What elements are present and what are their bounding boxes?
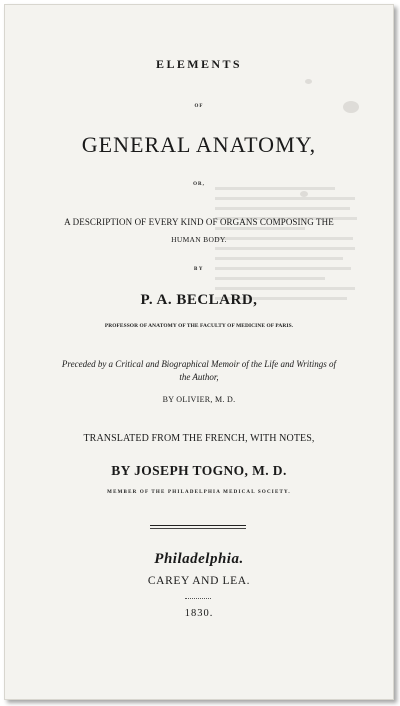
by-label: BY bbox=[194, 267, 204, 272]
author-name: P. A. BECLARD, bbox=[140, 292, 258, 308]
publisher-name: CAREY AND LEA. bbox=[147, 575, 251, 587]
title-of: OF bbox=[194, 104, 204, 109]
dotted-ornament bbox=[185, 598, 211, 599]
memoir-note-line-2: the Author, bbox=[179, 372, 219, 382]
subtitle-line-2: HUMAN BODY. bbox=[171, 235, 227, 244]
author-affiliation: PROFESSOR OF ANATOMY OF THE FACULTY OF MEDICINE OF PARIS. bbox=[104, 323, 294, 329]
subtitle-line-1: A DESCRIPTION OF EVERY KIND OF ORGANS COMPOSING THE bbox=[64, 217, 334, 227]
divider-rule bbox=[150, 525, 246, 526]
paper-stain bbox=[300, 191, 308, 197]
title-elements: ELEMENTS bbox=[156, 57, 242, 71]
translation-note: TRANSLATED FROM THE FRENCH, WITH NOTES, bbox=[83, 433, 315, 444]
translator-affiliation: MEMBER OF THE PHILADELPHIA MEDICAL SOCIETY. bbox=[107, 490, 291, 495]
memoir-author: BY OLIVIER, M. D. bbox=[162, 395, 236, 404]
title-page bbox=[4, 4, 394, 700]
translator-name: BY JOSEPH TOGNO, M. D. bbox=[111, 463, 287, 478]
publication-year: 1830. bbox=[184, 608, 214, 619]
paper-stain bbox=[305, 79, 312, 84]
memoir-note-line-1: Preceded by a Critical and Biographical Memoir of the Life and Writings of bbox=[61, 359, 337, 369]
publication-city: Philadelphia. bbox=[154, 551, 244, 567]
title-or: OR, bbox=[193, 182, 205, 187]
main-title: GENERAL ANATOMY, bbox=[81, 132, 317, 157]
